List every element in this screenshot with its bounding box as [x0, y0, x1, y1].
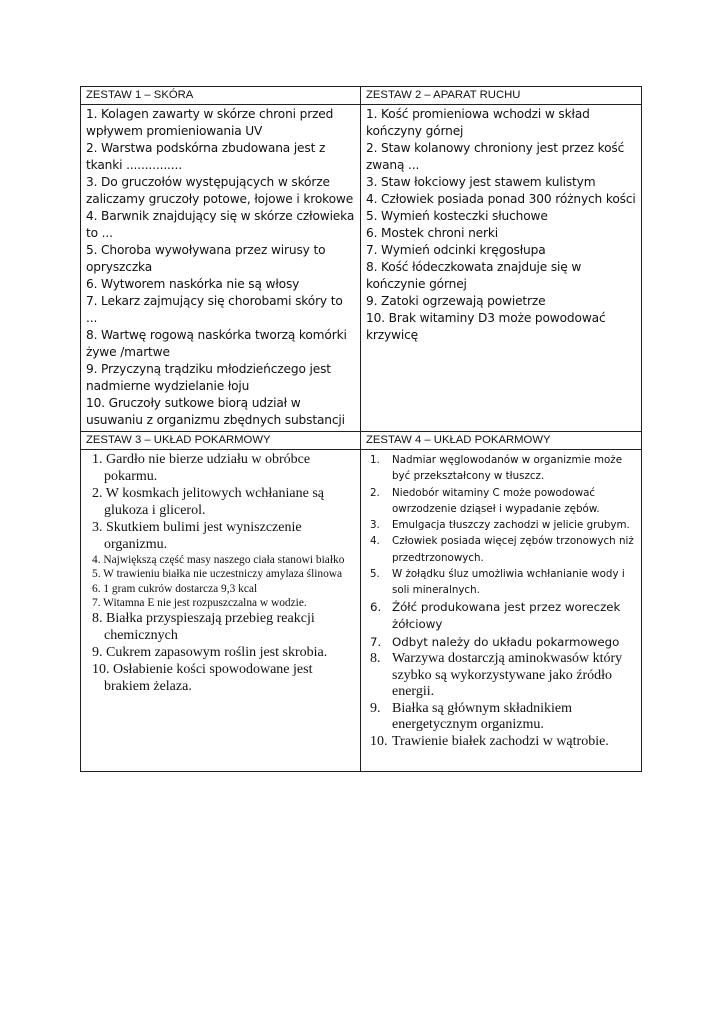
zestaw-2-cell: [361, 105, 642, 432]
zestaw4-item: [366, 599, 637, 634]
zestaw3-item: 7. Witamna E nie jest rozpuszczalna w wodzie.: [92, 596, 307, 609]
item-number: 1.: [370, 454, 380, 466]
zestaw4-item: [366, 566, 637, 599]
zestaw2-item: 1. Kość promieniowa wchodzi w skład kończyny górnej: [366, 107, 590, 138]
item-number: 8.: [370, 651, 381, 667]
zestaw2-item: 5. Wymień kosteczki słuchowe: [366, 209, 548, 223]
quiz-sheet: [80, 86, 641, 800]
item-text: Emulgacja tłuszczy zachodzi w jelicie grubym.: [392, 519, 630, 532]
item-number: 9.: [370, 700, 381, 716]
header-zestaw-2: ZESTAW 2 – APARAT RUCHU: [361, 87, 642, 105]
zestaw4-item: [366, 533, 637, 566]
item-text: Białka są głównym składnikiem energetycznym organizmu.: [392, 700, 573, 733]
zestaw3-item: 3. Skutkiem bulimi jest wyniszczenie organizmu.: [92, 520, 302, 552]
zestaw2-item: 9. Zatoki ogrzewają powietrze: [366, 294, 546, 308]
item-text: W żołądku śluz umożliwia wchłanianie wody i soli mineralnych.: [392, 568, 625, 597]
item-text: Nadmiar węglowodanów w organizmie może być przekształcony w tłuszcz.: [392, 454, 623, 483]
header-zestaw-3: ZESTAW 3 – UKŁAD POKARMOWY: [81, 432, 361, 450]
item-number: 7.: [370, 634, 382, 649]
zestaw4-item: [366, 517, 637, 533]
item-number: 3.: [370, 519, 380, 532]
zestaw4-item: [366, 734, 637, 751]
zestaw3-item: 9. Cukrem zapasowym roślin jest skrobia.: [92, 645, 328, 661]
zestaw1-item: 5. Choroba wywoływana przez wirusy to opryszczka: [86, 243, 326, 274]
zestaw1-item: 4. Barwnik znajdujący się w skórze człowieka to ...: [86, 209, 355, 240]
zestaw3-item: 10. Osłabienie kości spowodowane jest brakiem żelaza.: [92, 662, 313, 695]
zestaw2-item: 2. Staw kolanowy chroniony jest przez kość zwaną ...: [366, 141, 625, 172]
zestaw2-item: 6. Mostek chroni nerki: [366, 226, 499, 240]
zestaw2-item: 3. Staw łokciowy jest stawem kulistym: [366, 175, 596, 189]
item-text: Niedobór witaminy C może powodować owrzodzenie dziąseł i wypadanie zębów.: [392, 486, 600, 515]
zestaw1-item: 3. Do gruczołów występujących w skórze zaliczamy gruczoły potowe, łojowe i krokowe: [86, 175, 354, 206]
header-zestaw-4: ZESTAW 4 – UKŁAD POKARMOWY: [361, 432, 642, 450]
item-text: Żółć produkowana jest przez woreczek żółciowy: [392, 599, 621, 632]
zestaw1-item: 8. Wartwę rogową naskórka tworzą komórki żywe /martwe: [86, 328, 347, 359]
zestaw-3-cell: [81, 450, 361, 772]
zestaw1-item: 7. Lekarz zajmujący się chorobami skóry to ...: [86, 294, 343, 325]
zestaw-1-cell: [81, 105, 361, 432]
item-number: 5.: [370, 568, 380, 581]
item-number: 6.: [370, 599, 382, 614]
zestaw1-item: 2. Warstwa podskórna zbudowana jest z tkanki ...............: [86, 141, 326, 172]
header-zestaw-1: ZESTAW 1 – SKÓRA: [81, 87, 361, 105]
quiz-table: [80, 86, 642, 772]
zestaw3-item: 6. 1 gram cukrów dostarcza 9,3 kcal: [92, 582, 258, 595]
zestaw3-item: 5. W trawieniu białka nie uczestniczy amylaza ślinowa: [92, 568, 343, 581]
zestaw4-item: [366, 634, 637, 652]
item-number: 2.: [370, 486, 380, 499]
zestaw2-item: 10. Brak witaminy D3 może powodować krzywicę: [366, 311, 606, 342]
zestaw3-item: 1. Gardło nie bierze udziału w obróbce pokarmu.: [92, 452, 311, 484]
zestaw4-item: [366, 485, 637, 518]
zestaw3-item: 2. W kosmkach jelitowych wchłaniane są glukoza i glicerol.: [92, 486, 324, 518]
item-number: 4.: [370, 535, 380, 548]
item-text: Warzywa dostarczją aminokwasów który szybko są wykorzystywane jako źródło energii.: [392, 651, 623, 700]
zestaw4-item: [366, 651, 637, 701]
zestaw2-item: 8. Kość łódeczkowata znajduje się w kończynie górnej: [366, 260, 582, 291]
zestaw2-item: 4. Człowiek posiada ponad 300 różnych kości: [366, 192, 636, 206]
item-text: Odbyt należy do układu pokarmowego: [392, 634, 620, 649]
zestaw3-item: 8. Białka przyspieszają przebieg reakcji chemicznych: [92, 611, 315, 644]
item-number: 10.: [370, 733, 388, 749]
zestaw4-item: [366, 452, 637, 485]
zestaw4-item: [366, 701, 637, 734]
zestaw2-item: 7. Wymień odcinki kręgosłupa: [366, 243, 546, 257]
zestaw-4-cell: [361, 450, 642, 772]
zestaw1-item: 9. Przyczyną trądziku młodzieńczego jest nadmierne wydzielanie łoju: [86, 362, 331, 393]
item-text: Trawienie białek zachodzi w wątrobie.: [392, 733, 609, 749]
zestaw1-item: 6. Wytworem naskórka nie są włosy: [86, 277, 300, 291]
item-text: Człowiek posiada więcej zębów trzonowych niż przedtrzonowych.: [392, 535, 634, 564]
zestaw3-item: 4. Największą część masy naszego ciała stanowi białko: [92, 554, 345, 566]
zestaw1-item: 10. Gruczoły sutkowe biorą udział w usuwaniu z organizmu zbędnych substancji: [86, 396, 345, 427]
zestaw1-item: 1. Kolagen zawarty w skórze chroni przed wpływem promieniowania UV: [86, 107, 334, 138]
